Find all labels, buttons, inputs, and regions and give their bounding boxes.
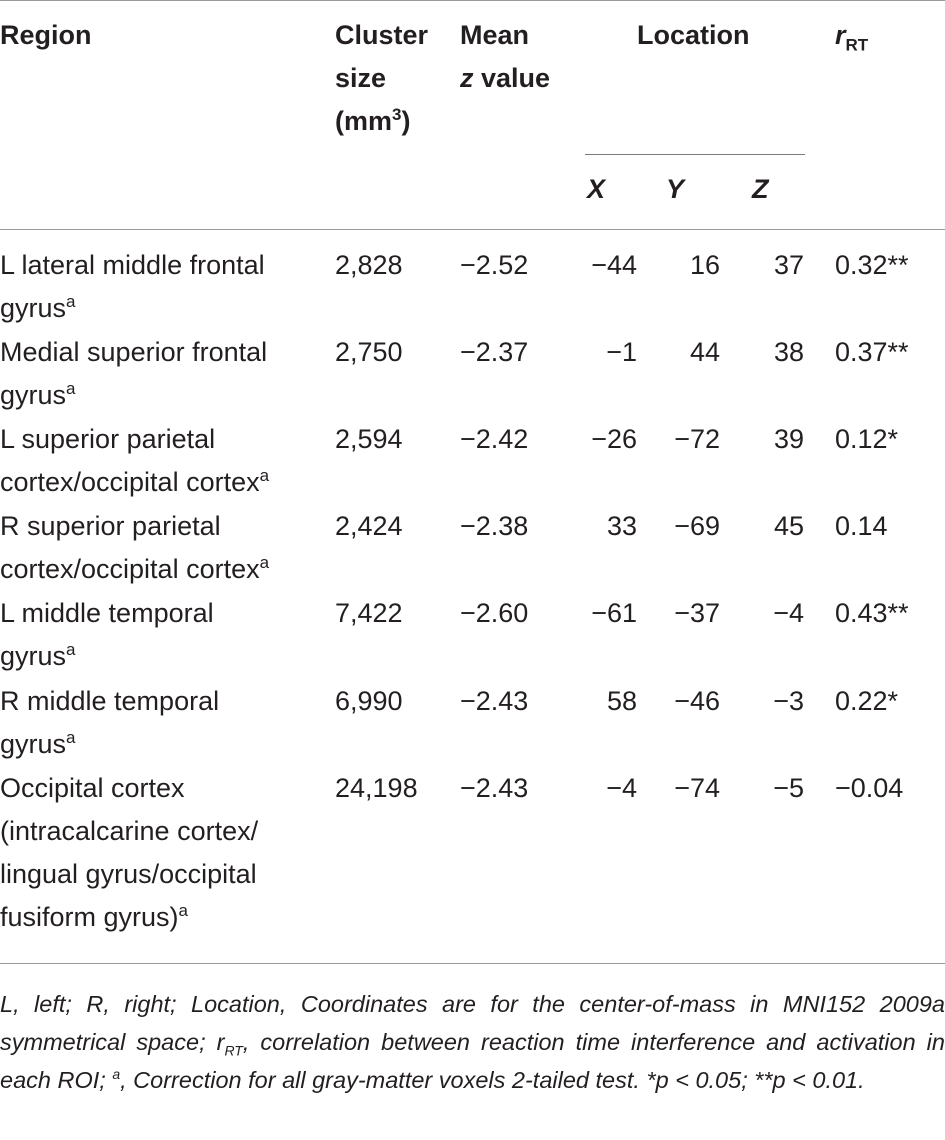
header-x: X [587, 174, 606, 204]
cluster-cell: 24,198 [335, 773, 418, 803]
mean-cell: −2.42 [460, 424, 529, 454]
region-superscript: a [259, 553, 270, 572]
region-cell [0, 331, 267, 417]
header-location: Location [637, 20, 750, 50]
region-text: cortex/occipital cortex [0, 467, 260, 497]
x-cell: 33 [606, 511, 637, 541]
header-cluster-line3 [335, 100, 428, 143]
header-cluster-line1: Cluster [335, 20, 429, 50]
region-line [0, 331, 267, 374]
region-text: gyrus [0, 729, 67, 759]
region-line [0, 810, 258, 853]
region-text: (intracalcarine cortex/ [0, 816, 259, 846]
y-cell: −69 [674, 511, 720, 541]
mean-cell: −2.37 [460, 337, 529, 367]
cluster-cell: 2,828 [335, 250, 403, 280]
region-cell [0, 680, 219, 766]
y-cell: 44 [689, 337, 720, 367]
region-superscript: a [259, 466, 270, 485]
x-cell: −1 [606, 337, 637, 367]
mean-cell: −2.43 [460, 773, 529, 803]
region-line [0, 896, 258, 939]
cluster-cell: 2,750 [335, 337, 403, 367]
region-superscript: a [178, 901, 189, 920]
region-text: fusiform gyrus) [0, 902, 179, 932]
mean-cell: −2.38 [460, 511, 529, 541]
header-cluster-size [335, 14, 428, 143]
region-line [0, 418, 269, 461]
region-line [0, 374, 267, 417]
footnote-part1: L, left; R, right; Location, Coordinates are for the center-of-mass in MNI152 2009a symmetrical space; r [0, 991, 945, 1055]
header-mean-value-text: value [473, 63, 551, 93]
region-line [0, 723, 219, 766]
header-cluster-line2: size [335, 63, 387, 93]
mean-cell: −2.60 [460, 598, 529, 628]
region-line [0, 244, 265, 287]
y-cell: −72 [674, 424, 720, 454]
z-cell: −5 [773, 773, 804, 803]
header-cluster-unit: (mm [335, 106, 393, 136]
region-text: lingual gyrus/occipital [0, 859, 257, 889]
z-cell: 37 [773, 250, 804, 280]
footnote-part2: , correlation between reaction time interference and activation in each ROI; [0, 1029, 945, 1093]
region-line [0, 853, 258, 896]
header-y: Y [666, 174, 685, 204]
y-cell: 16 [689, 250, 720, 280]
mean-cell: −2.52 [460, 250, 529, 280]
y-cell: −46 [674, 686, 720, 716]
region-text: Medial superior frontal [0, 337, 268, 367]
cluster-cell: 6,990 [335, 686, 403, 716]
header-mean-z-italic: z [460, 63, 474, 93]
header-cluster-unit-end: ) [401, 106, 411, 136]
region-cell [0, 505, 269, 591]
region-text: L middle temporal [0, 598, 214, 628]
region-text: R superior parietal [0, 511, 221, 541]
header-r-base: r [835, 20, 846, 50]
x-cell: −4 [606, 773, 637, 803]
z-cell: −3 [773, 686, 804, 716]
x-cell: −26 [591, 424, 637, 454]
region-cell [0, 767, 258, 939]
x-cell: −61 [591, 598, 637, 628]
r-cell: 0.12* [835, 424, 899, 454]
region-text: L lateral middle frontal [0, 250, 265, 280]
region-line [0, 635, 214, 678]
region-superscript: a [66, 379, 76, 398]
footnote-part3: , Correction for all gray-matter voxels 2-tailed test. *p < 0.05; **p < 0.01. [120, 1067, 865, 1093]
region-line [0, 287, 265, 330]
region-superscript: a [66, 292, 76, 311]
region-text: gyrus [0, 641, 67, 671]
x-cell: −44 [591, 250, 637, 280]
z-cell: −4 [773, 598, 804, 628]
region-line [0, 548, 269, 591]
region-cell [0, 592, 214, 678]
z-cell: 38 [773, 337, 804, 367]
region-superscript: a [66, 728, 76, 747]
table-bottom-rule [0, 963, 945, 964]
region-line [0, 592, 214, 635]
footnote-a-sup: a [112, 1066, 121, 1083]
region-line [0, 461, 269, 504]
region-line [0, 767, 258, 810]
header-mean-line1: Mean [460, 20, 530, 50]
region-text: gyrus [0, 293, 67, 323]
r-cell: −0.04 [835, 773, 904, 803]
header-mean-line2 [460, 57, 550, 100]
table-top-rule [0, 0, 945, 1]
table-footnote [0, 985, 945, 1099]
r-cell: 0.22* [835, 686, 899, 716]
r-cell: 0.43** [835, 598, 909, 628]
y-cell: −74 [674, 773, 720, 803]
region-line [0, 680, 219, 723]
location-underline [585, 154, 805, 155]
cluster-cell: 7,422 [335, 598, 403, 628]
header-bottom-rule [0, 229, 945, 230]
header-r-rt [835, 14, 868, 57]
mean-cell: −2.43 [460, 686, 529, 716]
y-cell: −37 [674, 598, 720, 628]
region-line [0, 505, 269, 548]
region-text: gyrus [0, 380, 67, 410]
region-text: Occipital cortex [0, 773, 185, 803]
cluster-cell: 2,424 [335, 511, 403, 541]
region-text: cortex/occipital cortex [0, 554, 260, 584]
region-cell [0, 244, 265, 330]
r-cell: 0.14 [835, 511, 888, 541]
r-cell: 0.32** [835, 250, 909, 280]
footnote-r-sub: RT [224, 1042, 243, 1059]
header-mean-z [460, 14, 550, 100]
region-text: L superior parietal [0, 424, 216, 454]
z-cell: 39 [773, 424, 804, 454]
region-superscript: a [66, 640, 76, 659]
region-cell [0, 418, 269, 504]
cluster-cell: 2,594 [335, 424, 403, 454]
header-r-sub: RT [845, 35, 869, 55]
r-cell: 0.37** [835, 337, 909, 367]
region-text: R middle temporal [0, 686, 220, 716]
z-cell: 45 [773, 511, 804, 541]
x-cell: 58 [606, 686, 637, 716]
header-region: Region [0, 20, 92, 50]
header-z: Z [752, 174, 769, 204]
header-cluster-unit-sup: 3 [392, 105, 402, 124]
